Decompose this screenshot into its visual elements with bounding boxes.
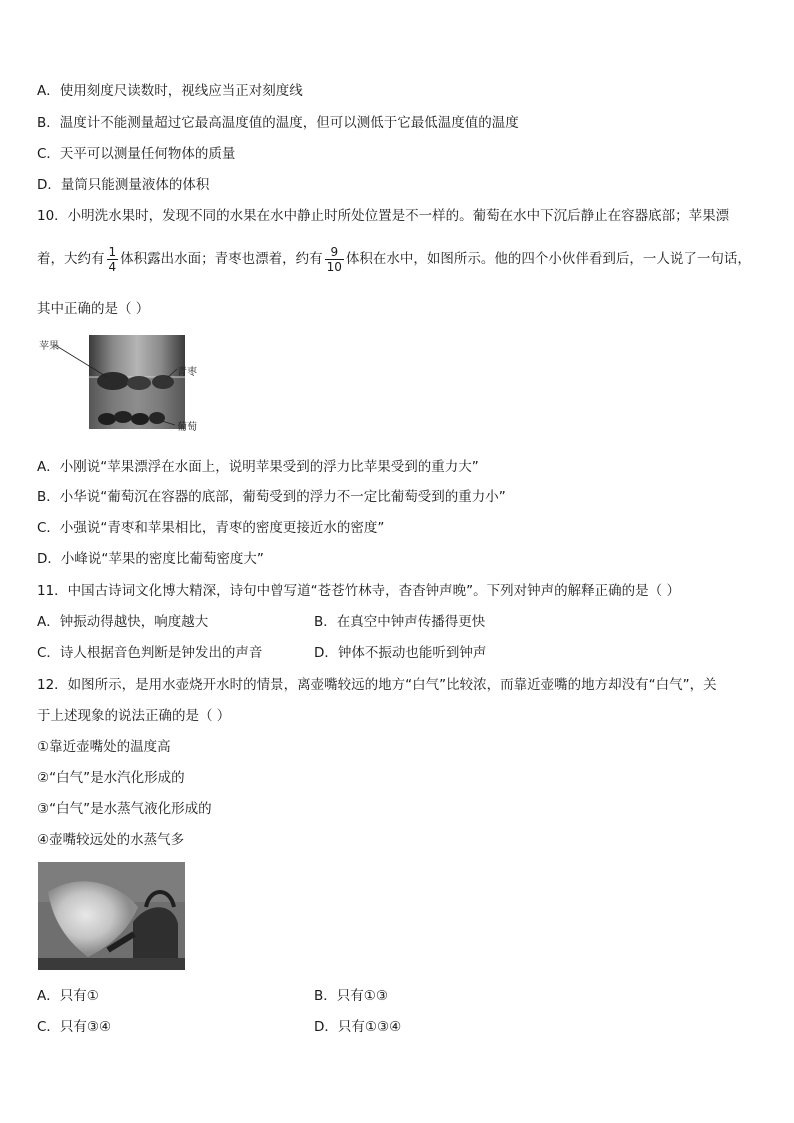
fraction-numerator: 1: [108, 244, 117, 259]
q9-option-a: A．使用刻度尺读数时，视线应当正对刻度线: [37, 83, 303, 99]
q12-option-d: D．只有①③④: [314, 1019, 402, 1035]
fraction-denominator: 4: [108, 259, 117, 274]
q11-option-b: B．在真空中钟声传播得更快: [314, 614, 486, 630]
fraction-nine-tenths: [325, 245, 344, 274]
label-jujube: 青枣: [177, 367, 197, 378]
q12-option-b: B．只有①③: [314, 988, 388, 1004]
grape-shape: [131, 413, 149, 425]
q10-option-d: D．小峰说“苹果的密度比葡萄密度大”: [37, 551, 264, 567]
q10-stem-line2: [37, 244, 751, 274]
grape-shape: [114, 411, 132, 423]
q9-option-d: D．量筒只能测量液体的体积: [37, 177, 210, 193]
q12-option-a: A．只有①: [37, 988, 99, 1004]
q12-statement-4: ④壶嘴较远处的水蒸气多: [37, 832, 185, 848]
q12-stem-line1: 12．如图所示，是用水壶烧开水时的情景，离壶嘴较远的地方“白气”比较浓，而靠近壶嘴的地方却没有“白气”，关: [37, 677, 717, 693]
q12-option-c: C．只有③④: [37, 1019, 112, 1035]
q11-stem: 11．中国古诗词文化博大精深，诗句中曾写道“苍苍竹林寺，杳杳钟声晚”。下列对钟声的解释正确的是（ ）: [37, 583, 680, 599]
fraction-one-quarter: [107, 245, 119, 274]
q11-option-c: C．诗人根据音色判断是钟发出的声音: [37, 645, 263, 661]
fruit-in-water-figure: [37, 333, 217, 433]
q12-stem-line2: 于上述现象的说法正确的是（ ）: [37, 708, 231, 724]
q10-option-a: A．小刚说“苹果漂浮在水面上，说明苹果受到的浮力比苹果受到的重力大”: [37, 459, 479, 475]
label-grape: 葡萄: [177, 422, 197, 433]
fraction-denominator: 10: [326, 259, 342, 274]
q12-statement-2: ②“白气”是水汽化形成的: [37, 770, 185, 786]
q10-option-b: B．小华说“葡萄沉在容器的底部，葡萄受到的浮力不一定比葡萄受到的重力小”: [37, 489, 506, 505]
jujube-shape: [127, 376, 151, 390]
fraction-numerator: 9: [325, 245, 344, 260]
q10-stem-line1: 10．小明洗水果时，发现不同的水果在水中静止时所处位置是不一样的。葡萄在水中下沉后静止在容器底部；苹果漂: [37, 208, 730, 224]
kettle-photo-illustration: [38, 862, 185, 970]
photo-bottom-edge: [38, 958, 185, 970]
kettle-steam-photo: [38, 862, 185, 970]
q10-stem-line2-b: 体积露出水面；青枣也漂着，约有: [120, 251, 323, 267]
q9-option-c: C．天平可以测量任何物体的质量: [37, 146, 236, 162]
q10-stem-line2-c: 体积在水中，如图所示。他的四个小伙伴看到后，一人说了一句话，: [345, 251, 751, 267]
q10-stem-line2-a: 着，大约有: [37, 251, 105, 267]
label-apple: 苹果: [39, 341, 59, 352]
q12-statement-3: ③“白气”是水蒸气液化形成的: [37, 801, 212, 817]
apple-shape: [97, 372, 129, 390]
q10-option-c: C．小强说“青枣和苹果相比，青枣的密度更接近水的密度”: [37, 520, 385, 536]
q12-statement-1: ①靠近壶嘴处的温度高: [37, 739, 171, 755]
grape-shape: [149, 412, 165, 424]
q11-option-a: A．钟振动得越快，响度越大: [37, 614, 209, 630]
jujube-shape: [152, 375, 174, 389]
grape-shape: [98, 413, 116, 425]
q9-option-b: B．温度计不能测量超过它最高温度值的温度，但可以测低于它最低温度值的温度: [37, 115, 519, 131]
q11-option-d: D．钟体不振动也能听到钟声: [314, 645, 487, 661]
q10-stem-line3: 其中正确的是（ ）: [37, 301, 150, 317]
